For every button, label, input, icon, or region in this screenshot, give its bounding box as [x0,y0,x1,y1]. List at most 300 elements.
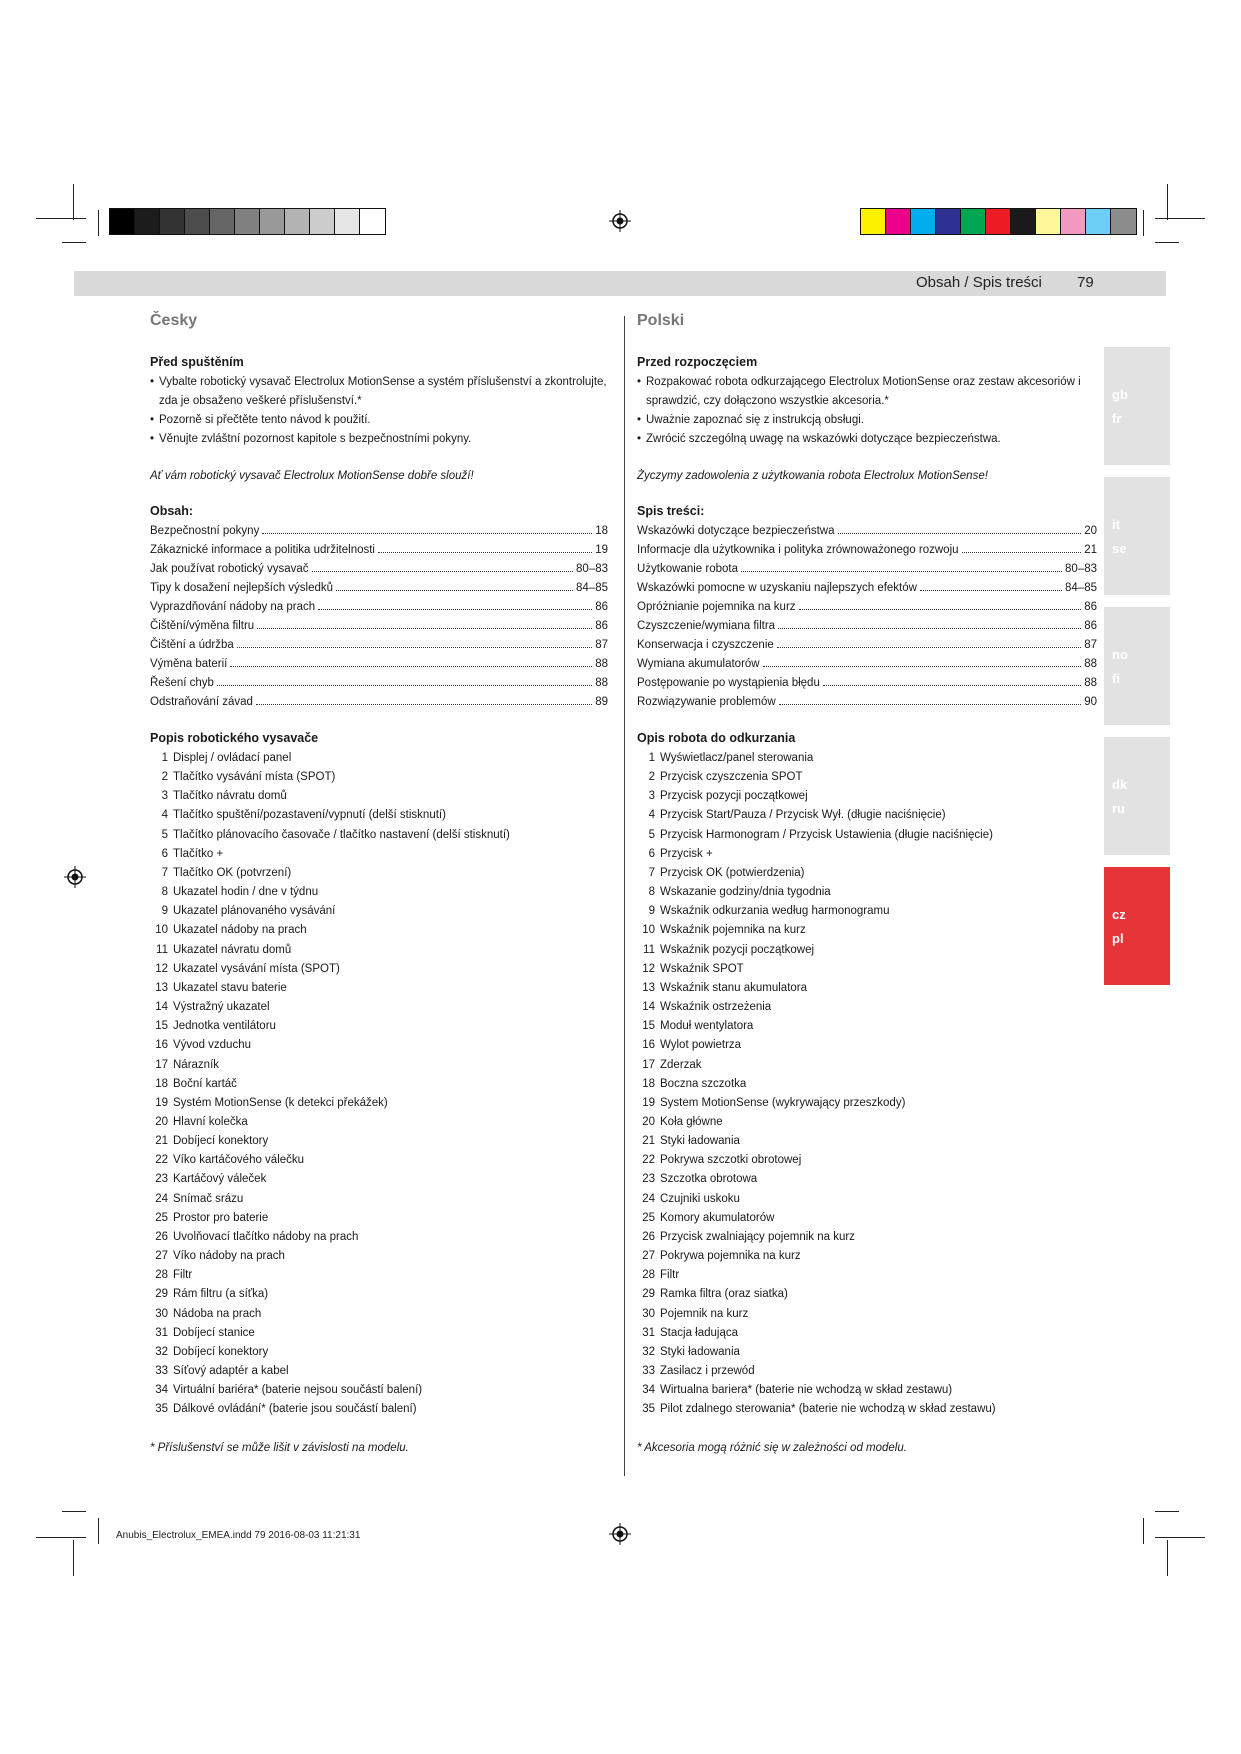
toc-entry-title: Odstraňování závad [150,696,253,708]
dot-leader [217,685,592,686]
part-number: 1 [161,752,168,764]
part-number: 10 [642,924,655,937]
column-polish [637,312,1097,1457]
parts-list [150,749,608,1419]
dot-leader [237,647,592,648]
part-label: Snímač srázu [173,1192,244,1205]
dot-leader [779,704,1082,705]
color-swatch [961,209,986,234]
part-item [637,1247,1097,1266]
part-number: 24 [642,1192,655,1205]
part-number: 5 [648,828,655,841]
part-label: Displej / ovládací panel [173,752,292,764]
part-number: 21 [155,1135,168,1148]
part-number: 7 [161,866,168,879]
toc-entry [637,541,1097,560]
part-number: 20 [642,1115,655,1128]
part-label: Tlačítko OK (potvrzení) [173,866,292,879]
part-number: 15 [155,1020,168,1033]
part-number: 32 [155,1345,168,1358]
part-number: 30 [642,1307,655,1320]
part-number: 19 [155,1096,168,1109]
color-swatch [936,209,961,234]
part-label: Výstražný ukazatel [173,1001,270,1014]
toc-entry [637,579,1097,598]
part-item [637,1113,1097,1132]
part-number: 15 [642,1020,655,1033]
part-label: Komory akumulatorów [660,1211,775,1224]
part-item [150,1190,608,1209]
toc-entry-page: 80–83 [1065,563,1097,575]
part-number: 24 [155,1192,168,1205]
toc-entry [150,693,608,712]
toc-entry-title: Rozwiązywanie problemów [637,696,776,708]
color-swatch [335,209,360,234]
color-calibration-bar [860,208,1137,235]
toc-entry-title: Zákaznické informace a politika udržitelnosti [150,544,375,556]
toc-entry-title: Výměna baterií [150,658,228,670]
part-number: 11 [156,943,168,956]
header-title: Obsah / Spis treści [916,274,1042,291]
crop-mark [73,1540,74,1576]
tab-label: it [1112,517,1120,532]
part-item [637,787,1097,806]
part-number: 26 [155,1230,168,1243]
parts-title: Popis robotického vysavače [150,731,319,745]
toc-entry-page: 20 [1084,525,1097,537]
part-item [637,1362,1097,1381]
part-label: Wyświetlacz/panel sterowania [660,752,814,764]
part-label: Nádoba na prach [173,1307,262,1320]
part-label: Ukazatel nádoby na prach [173,924,307,937]
tab-label: cz [1112,907,1126,922]
part-label: System MotionSense (wykrywający przeszkody) [660,1096,906,1109]
part-number: 18 [155,1077,168,1090]
part-item [150,1170,608,1189]
part-label: Tlačítko vysávání místa (SPOT) [173,771,336,784]
part-label: Stacja ładująca [660,1326,738,1339]
part-item [150,1362,608,1381]
part-item [637,845,1097,864]
toc-entry [150,598,608,617]
part-item [150,979,608,998]
part-item [637,1094,1097,1113]
part-label: Przycisk Harmonogram / Przycisk Ustawienia (długie naciśnięcie) [660,828,993,841]
color-swatch [911,209,936,234]
part-number: 33 [642,1365,655,1377]
toc-entry [637,693,1097,712]
footnote: * Příslušenství se může lišit v závislosti na modelu. [150,1442,409,1455]
part-item [150,749,608,768]
dot-leader [799,609,1082,610]
print-slug: Anubis_Electrolux_EMEA.indd 79 2016-08-03 11:21:31 [116,1530,361,1541]
part-item [637,1170,1097,1189]
part-number: 4 [161,809,168,822]
color-swatch [135,209,160,234]
part-label: Przycisk czyszczenia SPOT [660,771,803,784]
bullet-item: • Vybalte robotický vysavač Electrolux MotionSense a systém příslušenství a zkontrolujte, zda je obsaženo veškeré příslušenství.* [150,373,608,411]
part-item [150,768,608,787]
tab-label: dk [1112,777,1128,792]
part-number: 35 [642,1403,655,1416]
part-label: Wskaźnik odkurzania według harmonogramu [660,905,890,918]
part-label: Tlačítko spuštění/pozastavení/vypnutí (delší stisknutí) [173,809,446,822]
part-item [637,998,1097,1017]
dot-leader [741,571,1062,572]
part-number: 13 [642,981,655,994]
part-label: Styki ładowania [660,1135,740,1148]
part-item [637,1324,1097,1343]
part-number: 3 [648,790,655,803]
part-number: 29 [155,1288,168,1301]
part-number: 29 [642,1288,655,1301]
crop-mark [1143,210,1144,236]
toc-entry-title: Użytkowanie robota [637,563,738,575]
part-item [150,1400,608,1419]
toc-entry [637,522,1097,541]
toc-list [150,522,608,712]
dot-leader [312,571,574,572]
part-number: 31 [155,1326,168,1339]
part-number: 2 [648,771,655,784]
part-label: Ukazatel vysávání místa (SPOT) [173,962,340,975]
part-number: 28 [642,1269,655,1282]
toc-entry-page: 88 [1084,677,1097,689]
toc-entry-title: Bezpečnostní pokyny [150,525,260,537]
part-label: Ukazatel hodin / dne v týdnu [173,886,319,899]
part-label: Wskaźnik pozycji początkowej [660,943,815,956]
part-number: 3 [161,790,168,803]
part-label: Przycisk OK (potwierdzenia) [660,866,805,879]
part-number: 6 [161,847,168,860]
part-item [637,1190,1097,1209]
part-number: 17 [155,1058,168,1071]
language-tab-gb-fr [1104,347,1170,465]
toc-entry-page: 80–83 [576,563,608,575]
color-swatch [310,209,335,234]
part-label: Tlačítko návratu domů [173,790,287,803]
toc-entry-title: Opróżnianie pojemnika na kurz [637,601,796,613]
part-label: Pokrywa pojemnika na kurz [660,1250,801,1263]
part-item [150,1151,608,1170]
toc-list [637,522,1097,712]
part-item [150,883,608,902]
part-item [637,1381,1097,1400]
part-item [150,1343,608,1362]
color-swatch [360,209,385,234]
part-number: 34 [642,1384,655,1397]
part-label: Virtuální bariéra* (baterie nejsou součástí balení) [173,1384,423,1397]
toc-entry-title: Konserwacja i czyszczenie [637,639,774,651]
crop-mark [1155,1511,1179,1512]
part-number: 5 [161,828,168,841]
part-label: Wskaźnik stanu akumulatora [660,981,808,994]
part-label: Wskaźnik SPOT [660,962,744,975]
toc-entry-page: 87 [595,639,608,651]
part-number: 31 [642,1326,655,1339]
part-number: 2 [161,771,168,784]
part-number: 12 [642,962,655,975]
footnote: * Akcesoria mogą różnić się w zależności od modelu. [637,1442,907,1455]
toc-entry-page: 87 [1084,639,1097,651]
part-item [637,1305,1097,1324]
dot-leader [778,628,1081,629]
part-item [150,1381,608,1400]
part-label: Koła główne [660,1115,723,1128]
part-label: Uvolňovací tlačítko nádoby na prach [173,1230,359,1243]
crop-mark [1167,1540,1168,1576]
part-item [637,921,1097,940]
crop-mark [1155,218,1205,219]
toc-entry [637,560,1097,579]
part-number: 14 [155,1001,168,1014]
grayscale-calibration-bar [109,208,386,235]
dot-leader [318,609,592,610]
bullet-item: • Rozpakować robota odkurzającego Electrolux MotionSense oraz zestaw akcesoriów i sprawdzić, czy dołączono wszystkie akcesoria.* [637,373,1097,411]
part-item [637,883,1097,902]
part-item [637,1285,1097,1304]
wish-line: Ať vám robotický vysavač Electrolux MotionSense dobře slouží! [150,470,474,482]
toc-entry-page: 88 [595,658,608,670]
toc-entry-title: Wymiana akumulatorów [637,658,760,670]
crop-mark [1155,242,1179,243]
crop-mark [62,242,86,243]
part-label: Wskaźnik pojemnika na kurz [660,924,806,937]
color-swatch [1086,209,1111,234]
part-item [150,1017,608,1036]
color-swatch [110,209,135,234]
part-item [150,1209,608,1228]
part-label: Boční kartáč [173,1077,237,1090]
part-label: Zderzak [660,1058,702,1071]
tab-label: se [1112,541,1127,556]
crop-mark [98,210,99,236]
parts-title: Opis robota do odkurzania [637,731,796,745]
toc-entry-title: Postępowanie po wystąpienia błędu [637,677,820,689]
part-number: 14 [642,1001,655,1014]
part-number: 16 [642,1039,655,1052]
tab-label: no [1112,647,1128,662]
part-item [150,1113,608,1132]
toc-entry-page: 86 [595,601,608,613]
parts-list [637,749,1097,1419]
toc-entry [150,655,608,674]
part-label: Vývod vzduchu [173,1039,251,1052]
part-item [150,787,608,806]
part-label: Filtr [173,1269,193,1282]
tab-label: pl [1112,931,1124,946]
part-item [637,1400,1097,1419]
part-item [150,1305,608,1324]
color-swatch [886,209,911,234]
part-label: Ukazatel návratu domů [173,943,292,956]
part-number: 18 [642,1077,655,1090]
part-item [150,826,608,845]
crop-mark [1143,1518,1144,1544]
part-item [637,1151,1097,1170]
dot-leader [962,552,1082,553]
part-item [637,1036,1097,1055]
part-item [637,1056,1097,1075]
part-number: 23 [642,1173,655,1186]
toc-entry-page: 18 [595,525,608,537]
part-number: 30 [155,1307,168,1320]
toc-entry [150,674,608,693]
color-swatch [861,209,886,234]
language-title: Polski [637,312,685,329]
part-item [637,1343,1097,1362]
part-label: Styki ładowania [660,1345,740,1358]
part-number: 23 [155,1173,168,1186]
toc-entry-page: 86 [1084,601,1097,613]
part-item [637,979,1097,998]
page-number: 79 [1077,274,1094,291]
part-label: Filtr [660,1269,680,1282]
part-item [150,1228,608,1247]
toc-entry [150,636,608,655]
part-item [150,1132,608,1151]
tab-label: gb [1112,387,1128,402]
toc-entry [150,541,608,560]
part-number: 12 [155,962,168,975]
part-number: 25 [155,1211,168,1224]
part-item [637,941,1097,960]
part-label: Nárazník [173,1058,220,1071]
part-label: Wskaźnik ostrzeżenia [660,1001,772,1014]
part-number: 4 [648,809,655,822]
part-label: Przycisk Start/Pauza / Przycisk Wył. (długie naciśnięcie) [660,809,946,822]
part-number: 26 [642,1230,655,1243]
part-number: 19 [642,1096,655,1109]
part-item [637,749,1097,768]
part-item [150,1094,608,1113]
part-number: 8 [161,886,168,899]
toc-entry [637,598,1097,617]
toc-entry-page: 86 [1084,620,1097,632]
part-number: 20 [155,1115,168,1128]
wish-line: Życzymy zadowolenia z użytkowania robota Electrolux MotionSense! [637,470,988,482]
column-divider [624,316,625,1476]
toc-entry-page: 88 [595,677,608,689]
part-label: Wylot powietrza [660,1039,742,1052]
toc-entry-page: 88 [1084,658,1097,670]
bullet-item: • Věnujte zvláštní pozornost kapitole s bezpečnostními pokyny. [150,430,608,449]
before-start-title: Przed rozpoczęciem [637,355,758,369]
part-label: Systém MotionSense (k detekci překážek) [173,1096,388,1109]
part-label: Wskazanie godziny/dnia tygodnia [660,886,831,899]
before-start-list [637,373,1097,449]
part-label: Ukazatel stavu baterie [173,981,287,994]
part-item [637,1209,1097,1228]
part-item [637,1266,1097,1285]
part-number: 17 [642,1058,655,1071]
part-item [150,1056,608,1075]
part-item [637,1228,1097,1247]
color-swatch [1036,209,1061,234]
toc-title: Obsah: [150,504,194,518]
part-number: 33 [155,1365,168,1377]
part-label: Ramka filtra (oraz siatka) [660,1288,788,1301]
crop-mark [98,1518,99,1544]
toc-title: Spis treści: [637,504,705,518]
part-number: 13 [155,981,168,994]
part-item [150,921,608,940]
part-label: Wirtualna bariera* (baterie nie wchodzą w skład zestawu) [660,1384,953,1397]
part-number: 6 [648,847,655,860]
part-label: Kartáčový váleček [173,1173,267,1186]
dot-leader [230,666,592,667]
part-item [637,1017,1097,1036]
dot-leader [262,533,592,534]
crop-mark [36,1537,86,1538]
bullet-item: • Zwrócić szczególną uwagę na wskazówki dotyczące bezpieczeństwa. [637,430,1097,449]
before-start-title: Před spuštěním [150,355,244,369]
part-label: Czujniki uskoku [660,1192,740,1205]
dot-leader [378,552,592,553]
toc-entry-page: 84–85 [576,582,608,594]
part-number: 9 [161,905,168,918]
part-label: Pokrywa szczotki obrotowej [660,1154,802,1167]
dot-leader [777,647,1081,648]
toc-entry-title: Jak používat robotický vysavač [150,563,309,575]
toc-entry-page: 86 [595,620,608,632]
part-number: 9 [648,905,655,918]
color-swatch [235,209,260,234]
part-label: Rám filtru (a síťka) [173,1288,269,1301]
part-label: Zasilacz i przewód [660,1365,755,1377]
part-label: Dobíjecí konektory [173,1345,269,1358]
part-number: 34 [155,1384,168,1397]
part-number: 8 [648,886,655,899]
column-czech [150,312,608,1457]
part-label: Ukazatel plánovaného vysávání [173,905,336,918]
registration-mark-icon [609,210,631,232]
bullet-item: • Pozorně si přečtěte tento návod k použití. [150,411,608,430]
toc-entry-title: Vyprazdňování nádoby na prach [150,601,316,613]
part-label: Dálkové ovládání* (baterie jsou součástí balení) [173,1403,417,1416]
part-label: Przycisk + [660,847,713,860]
dot-leader [256,704,592,705]
language-tab-cz-pl [1104,867,1170,985]
part-number: 35 [155,1403,168,1416]
crop-mark [36,218,86,219]
crop-mark [73,184,74,220]
toc-entry [637,655,1097,674]
part-label: Boczna szczotka [660,1077,747,1090]
part-item [150,845,608,864]
part-item [150,1036,608,1055]
dot-leader [823,685,1081,686]
toc-entry-title: Wskazówki dotyczące bezpieczeństwa [637,525,835,537]
part-item [637,902,1097,921]
part-item [637,806,1097,825]
dot-leader [257,628,592,629]
part-number: 22 [155,1154,168,1167]
color-swatch [986,209,1011,234]
part-label: Przycisk zwalniający pojemnik na kurz [660,1230,855,1243]
toc-entry-page: 89 [595,696,608,708]
part-item [150,1247,608,1266]
color-swatch [185,209,210,234]
part-label: Dobíjecí stanice [173,1326,255,1339]
part-number: 11 [643,943,655,956]
part-number: 22 [642,1154,655,1167]
part-number: 28 [155,1269,168,1282]
part-item [637,864,1097,883]
dot-leader [336,590,573,591]
toc-entry-title: Informacje dla użytkownika i polityka zrównoważonego rozwoju [637,544,959,556]
part-item [150,941,608,960]
